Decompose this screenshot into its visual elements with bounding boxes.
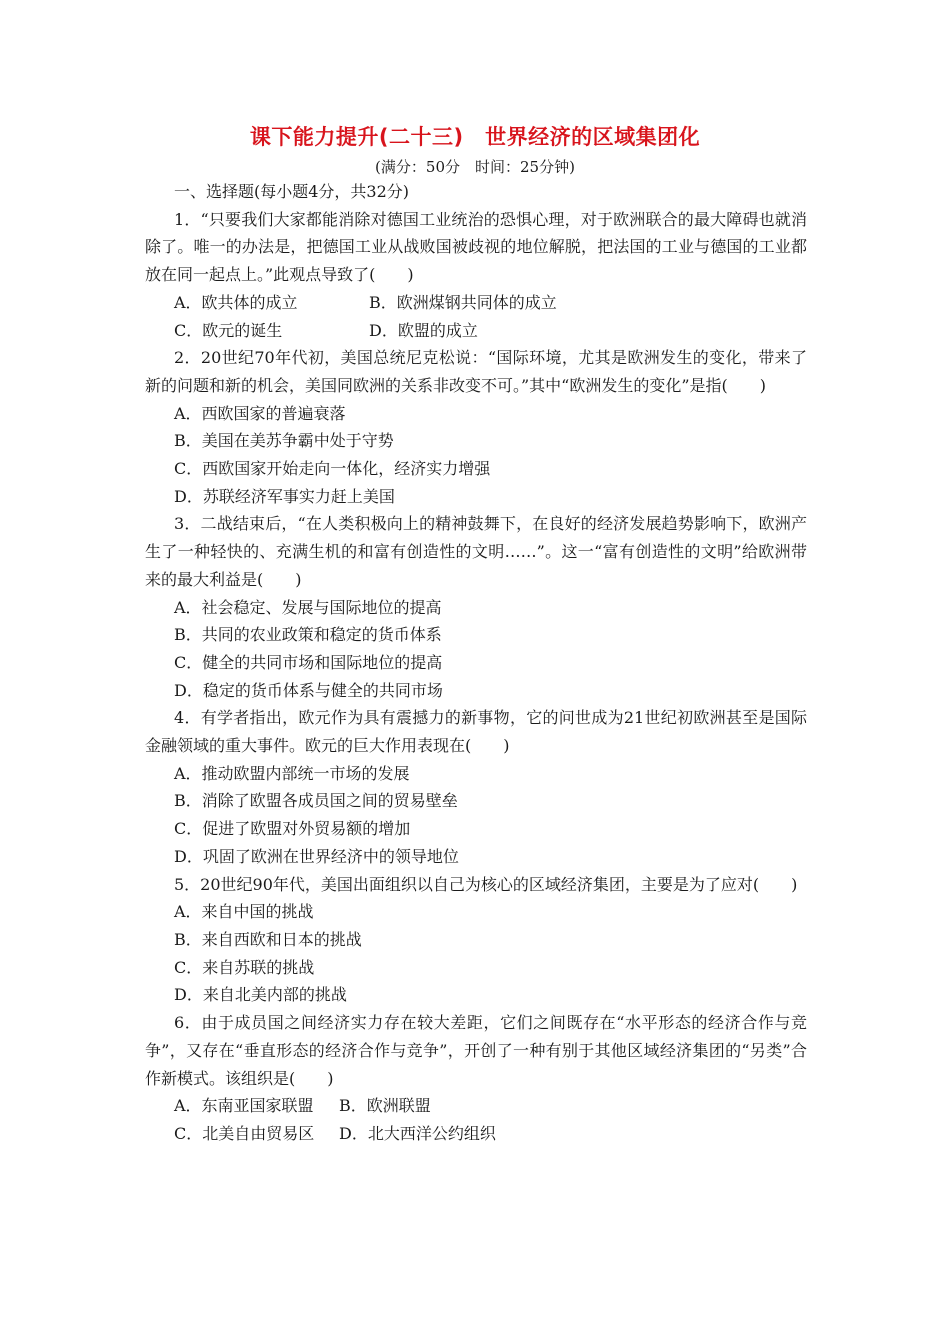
question-6-option-d: D．北大西洋公约组织 bbox=[339, 1123, 496, 1143]
question-4-stem: 4．有学者指出，欧元作为具有震撼力的新事物，它的问世成为21世纪初欧洲甚至是国际金融领域的重大事件。欧元的巨大作用表现在( ) bbox=[145, 708, 807, 756]
question-3-stem: 3．二战结束后，“在人类积极向上的精神鼓舞下，在良好的经济发展趋势影响下，欧洲产生了一种轻快的、充满生机的和富有创造性的文明……”。这一“富有创造性的文明”给欧洲带来的最大利益是( ) bbox=[145, 514, 807, 589]
question-5-option-b: B．来自西欧和日本的挑战 bbox=[174, 929, 362, 949]
question-5-option-a: A．来自中国的挑战 bbox=[174, 902, 314, 922]
question-1-option-a: A．欧共体的成立 bbox=[174, 292, 298, 312]
question-2-option-b: B．美国在美苏争霸中处于守势 bbox=[174, 431, 394, 451]
exam-content bbox=[145, 178, 807, 1148]
question-2-option-d: D．苏联经济军事实力赶上美国 bbox=[174, 486, 395, 506]
question-5-option-c: C．来自苏联的挑战 bbox=[174, 957, 315, 977]
question-3-option-d: D．稳定的货币体系与健全的共同市场 bbox=[174, 680, 443, 700]
question-6-options-row-2 bbox=[145, 1120, 807, 1148]
question-1-option-d: D．欧盟的成立 bbox=[369, 320, 478, 340]
question-6-option-c: C．北美自由贸易区 bbox=[174, 1123, 315, 1143]
question-1-option-c: C．欧元的诞生 bbox=[174, 320, 283, 340]
question-3-option-a: A．社会稳定、发展与国际地位的提高 bbox=[174, 597, 442, 617]
question-1-options-row-1 bbox=[145, 289, 807, 317]
question-6-option-a: A．东南亚国家联盟 bbox=[174, 1096, 314, 1116]
question-2-option-c: C．西欧国家开始走向一体化，经济实力增强 bbox=[174, 459, 491, 479]
page-title: 课下能力提升(二十三) 世界经济的区域集团化 bbox=[249, 125, 701, 149]
score-time-info: (满分：50分 时间：25分钟) bbox=[375, 158, 575, 176]
question-4-option-a: A．推动欧盟内部统一市场的发展 bbox=[174, 763, 410, 783]
question-2-stem: 2．20世纪70年代初，美国总统尼克松说：“国际环境，尤其是欧洲发生的变化，带来了新的问题和新的机会，美国同欧洲的关系非改变不可。”其中“欧洲发生的变化”是指( ) bbox=[145, 348, 807, 395]
question-4-option-d: D．巩固了欧洲在世界经济中的领导地位 bbox=[174, 846, 459, 866]
section-heading: 一、选择题(每小题4分，共32分) bbox=[174, 182, 410, 201]
question-1-option-b: B．欧洲煤钢共同体的成立 bbox=[369, 292, 557, 312]
question-6-stem: 6．由于成员国之间经济实力存在较大差距，它们之间既存在“水平形态的经济合作与竞争”，又存在“垂直形态的经济合作与竞争”，开创了一种有别于其他区域经济集团的“另类”合作新模式。该组织是( ) bbox=[145, 1013, 807, 1088]
question-6-option-b: B．欧洲联盟 bbox=[339, 1096, 431, 1116]
question-6-options-row-1 bbox=[145, 1092, 807, 1120]
question-5-option-d: D．来自北美内部的挑战 bbox=[174, 985, 347, 1005]
question-3-option-b: B．共同的农业政策和稳定的货币体系 bbox=[174, 625, 442, 645]
question-5-stem: 5．20世纪90年代，美国出面组织以自己为核心的区域经济集团，主要是为了应对( ) bbox=[174, 874, 798, 894]
question-4-option-c: C．促进了欧盟对外贸易额的增加 bbox=[174, 819, 411, 839]
question-3-option-c: C．健全的共同市场和国际地位的提高 bbox=[174, 652, 443, 672]
question-1-options-row-2 bbox=[145, 317, 807, 345]
question-1-stem: 1．“只要我们大家都能消除对德国工业统治的恐惧心理，对于欧洲联合的最大障碍也就消除了。唯一的办法是，把德国工业从战败国被歧视的地位解脱，把法国的工业与德国的工业都放在同一起点上。”此观点导致了( ) bbox=[145, 209, 807, 285]
question-2-option-a: A．西欧国家的普遍衰落 bbox=[174, 403, 346, 423]
question-4-option-b: B．消除了欧盟各成员国之间的贸易壁垒 bbox=[174, 791, 458, 811]
